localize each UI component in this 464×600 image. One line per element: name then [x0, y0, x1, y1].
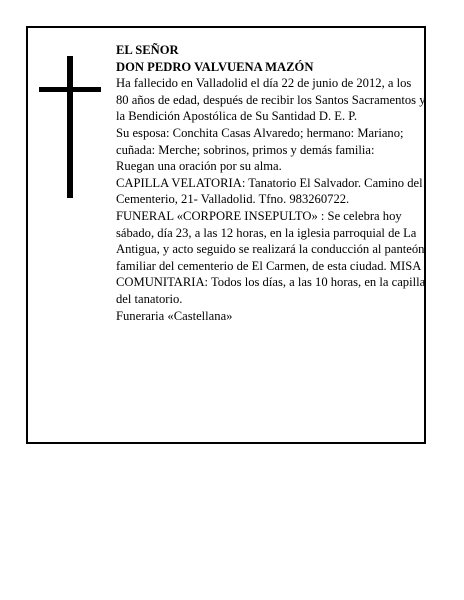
cross-vertical-bar: [67, 56, 73, 198]
cross-icon: [39, 56, 101, 198]
funeral-details: FUNERAL «CORPORE INSEPULTO» : Se celebra hoy sábado, día 23, a las 12 horas, en la iglesia parroquial de La Antigua, y acto seguido se realizará la conducción al panteón familiar del cementerio de El Carmen, de esta ciudad. MISA COMUNITARIA: Todos los días, a las 10 horas, en la capilla del tanatorio.: [116, 208, 426, 306]
funeral-home: Funeraria «Castellana»: [116, 308, 233, 323]
header-title: EL SEÑOR: [116, 43, 179, 57]
death-announcement: Ha fallecido en Valladolid el día 22 de junio de 2012, a los 80 años de edad, después de recibir los Santos Sacramentos y la Bendición Apostólica de Su Santidad D. E. P.: [116, 76, 426, 124]
family-list: Su esposa: Conchita Casas Alvaredo; hermano: Mariano; cuñada: Merche; sobrinos, primos y demás familia:: [116, 125, 404, 157]
wake-location: CAPILLA VELATORIA: Tanatorio El Salvador. Camino del Cementerio, 21- Valladolid. Tfno. 983260722.: [116, 175, 423, 207]
obituary-notice: [26, 26, 426, 444]
cross-horizontal-bar: [39, 87, 101, 92]
prayer-request: Ruegan una oración por su alma.: [116, 159, 282, 174]
obituary-text: [116, 42, 426, 324]
deceased-name: DON PEDRO VALVUENA MAZÓN: [116, 59, 314, 74]
